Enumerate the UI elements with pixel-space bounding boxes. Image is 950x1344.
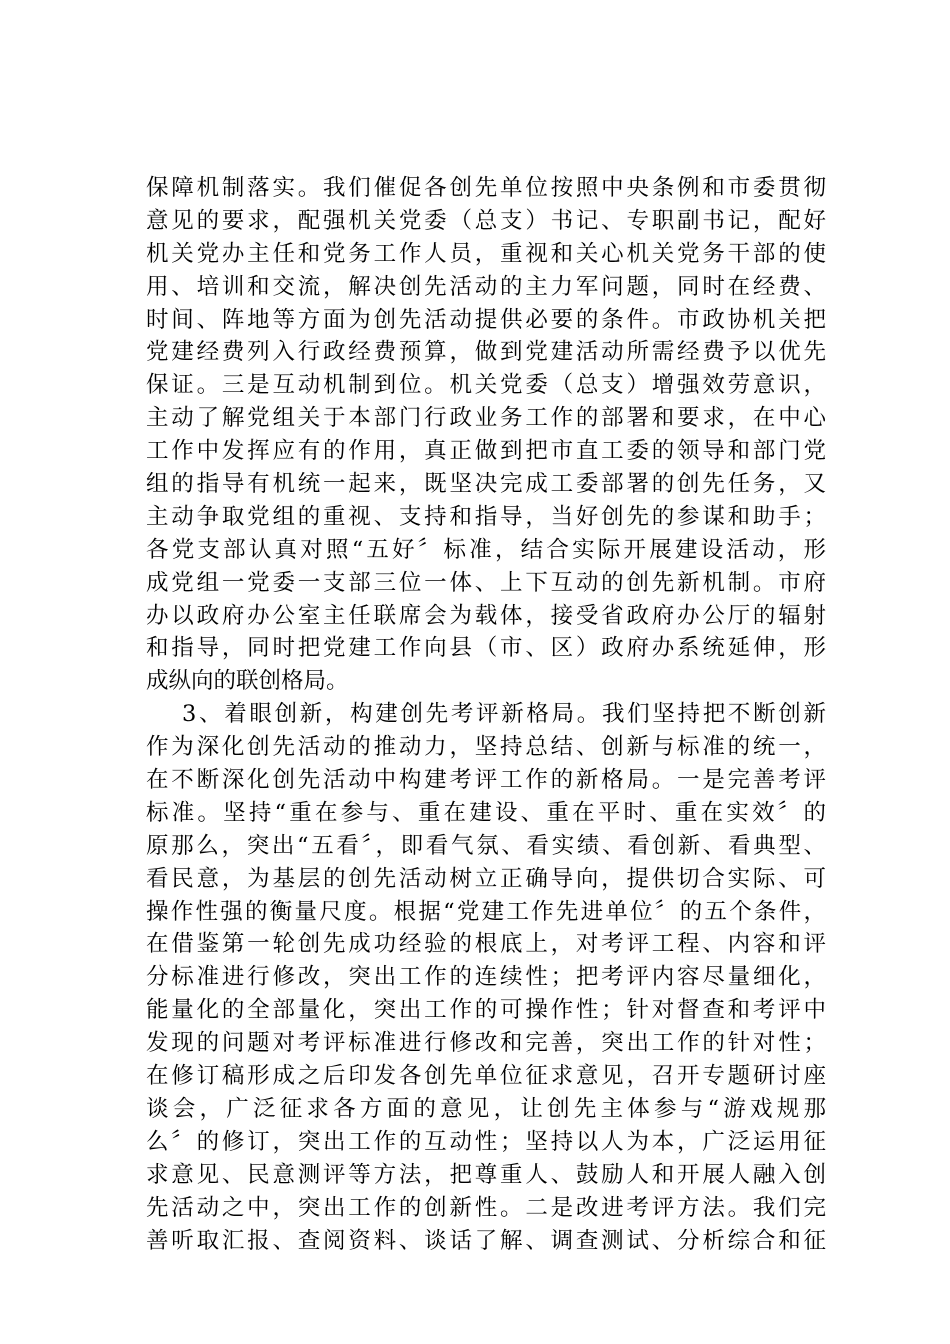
text-line: 和指导，同时把党建工作向县（市、区）政府办系统延伸，形 [146, 635, 826, 662]
text-line: 机关党办主任和党务工作人员，重视和关心机关党务干部的使 [146, 240, 826, 267]
text-line: 各党支部认真对照“五好〞标准，结合实际开展建设活动，形 [146, 536, 826, 563]
text-line: 用、培训和交流，解决创先活动的主力军问题，同时在经费、 [146, 273, 826, 300]
text-line: 看民意，为基层的创先活动树立正确导向，提供切合实际、可 [146, 865, 826, 892]
text-line: 主动争取党组的重视、支持和指导，当好创先的参谋和助手； [146, 503, 826, 530]
text-line: 成纵向的联创格局。 [146, 668, 349, 695]
text-line: 党建经费列入行政经费预算，做到党建活动所需经费予以优先 [146, 339, 826, 366]
text-line: 标准。坚持“重在参与、重在建设、重在平时、重在实效〞的 [146, 799, 826, 826]
text-line: 求意见、民意测评等方法，把尊重人、鼓励人和开展人融入创 [146, 1161, 826, 1188]
text-line: 原那么，突出“五看〞，即看气氛、看实绩、看创新、看典型、 [146, 832, 826, 859]
text-line: 时间、阵地等方面为创先活动提供必要的条件。市政协机关把 [146, 306, 826, 333]
text-line: 谈会，广泛征求各方面的意见，让创先主体参与“游戏规那 [146, 1095, 826, 1122]
text-line: 保证。三是互动机制到位。机关党委（总支）增强效劳意识， [146, 372, 826, 399]
text-line: 成党组一党委一支部三位一体、上下互动的创先新机制。市府 [146, 569, 826, 596]
text-line: 组的指导有机统一起来，既坚决完成工委部署的创先任务，又 [146, 471, 826, 498]
text-line: 在不断深化创先活动中构建考评工作的新格局。一是完善考评 [146, 767, 826, 794]
text-line: 能量化的全部量化，突出工作的可操作性；针对督查和考评中 [146, 997, 826, 1024]
text-line: 意见的要求，配强机关党委（总支）书记、专职副书记，配好 [146, 207, 826, 234]
text-line: 保障机制落实。我们催促各创先单位按照中央条例和市委贯彻 [146, 175, 826, 201]
text-line: 在借鉴第一轮创先成功经验的根底上，对考评工程、内容和评 [146, 931, 826, 958]
text-line: 工作中发挥应有的作用，真正做到把市直工委的领导和部门党 [146, 438, 826, 465]
section-heading-line: 3、着眼创新，构建创先考评新格局。我们坚持把不断创新 [182, 701, 826, 728]
body-text [146, 172, 826, 1257]
text-line: 操作性强的衡量尺度。根据“党建工作先进单位〞的五个条件， [146, 898, 826, 925]
text-line: 作为深化创先活动的推动力，坚持总结、创新与标准的统一， [146, 734, 826, 761]
text-line: 在修订稿形成之后印发各创先单位征求意见，召开专题研讨座 [146, 1063, 826, 1090]
text-line: 主动了解党组关于本部门行政业务工作的部署和要求，在中心 [146, 405, 826, 432]
text-line: 先活动之中，突出工作的创新性。二是改进考评方法。我们完 [146, 1194, 826, 1221]
text-line: 善听取汇报、查阅资料、谈话了解、调查测试、分析综合和征 [146, 1227, 826, 1254]
text-line: 分标准进行修改，突出工作的连续性；把考评内容尽量细化， [146, 964, 826, 991]
text-line: 办以政府办公室主任联席会为载体，接受省政府办公厅的辐射 [146, 602, 826, 629]
text-line: 么〞的修订，突出工作的互动性；坚持以人为本，广泛运用征 [146, 1128, 826, 1155]
text-line: 发现的问题对考评标准进行修改和完善，突出工作的针对性； [146, 1030, 826, 1057]
